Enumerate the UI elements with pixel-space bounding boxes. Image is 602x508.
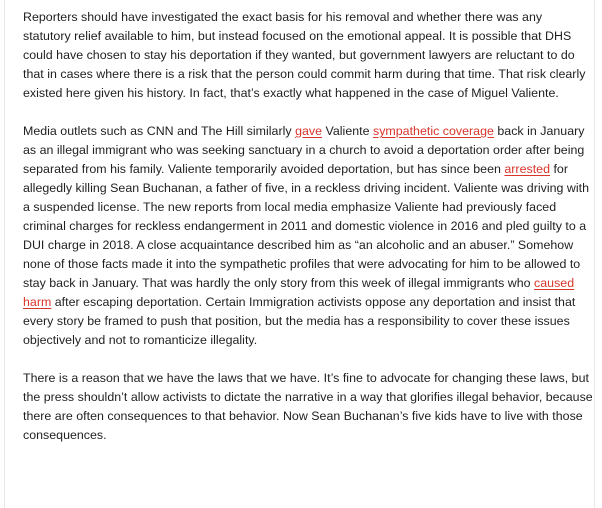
paragraph-2-text-4: for allegedly killing Sean Buchanan, a father of five, in a reckless driving incident. Valiente was driving with a suspended license. The new reports from local media emphasize Valiente had previously faced criminal charges for reckless endangerment in 2011 and domestic violence in 2016 and pled guilty to a DUI charge in 2018. A close acquaintance described him as “an alcoholic and an abuser.” Somehow none of those facts made it into the sympathetic profiles that were advocating for him to be allowed to stay back in January. That was hardly the only story from this week of illegal immigrants who — [23, 162, 590, 290]
link-gave[interactable]: gave — [295, 124, 323, 138]
paragraph-2-text-1: Media outlets such as CNN and The Hill similarly — [23, 124, 296, 138]
paragraph-2-text-5: after escaping deportation. Certain Immigration activists oppose any deportation and insist that every story be framed to push that position, but the media has a responsibility to cover these issues objectively and not to romanticize illegality. — [23, 295, 576, 347]
link-sympathetic-coverage[interactable]: sympathetic coverage — [372, 124, 494, 138]
article-frame — [4, 0, 595, 508]
paragraph-2-text-2: Valiente — [322, 124, 373, 138]
link-arrested[interactable]: arrested — [504, 162, 550, 176]
paragraph-2-text-3: back in January as an illegal immigrant who was seeking sanctuary in a church to avoid a deportation order after being separated from his family. Valiente temporarily avoided deportation, but has since been — [23, 124, 585, 176]
paragraph-1: Reporters should have investigated the exact basis for his removal and whether there was any statutory relief available to him, but instead focused on the emotional appeal. It is possible that DHS could have chosen to stay his deportation if they wanted, but government lawyers are reluctant to do that in cases where there is a risk that the person could commit harm during that time. That risk clearly existed here given his history. In fact, that’s exactly what happened in the case of Miguel Valiente. — [23, 10, 586, 100]
link-caused-harm[interactable]: caused harm — [23, 276, 575, 309]
paragraph-2 — [23, 122, 593, 350]
paragraph-3: There is a reason that we have the laws that we have. It’s fine to advocate for changing these laws, but the press shouldn’t allow activists to dictate the narrative in a way that glorifies illegal behavior, because there are often consequences to that behavior. Now Sean Buchanan’s five kids have to live with those consequences. — [23, 371, 593, 442]
article-body — [23, 8, 593, 464]
